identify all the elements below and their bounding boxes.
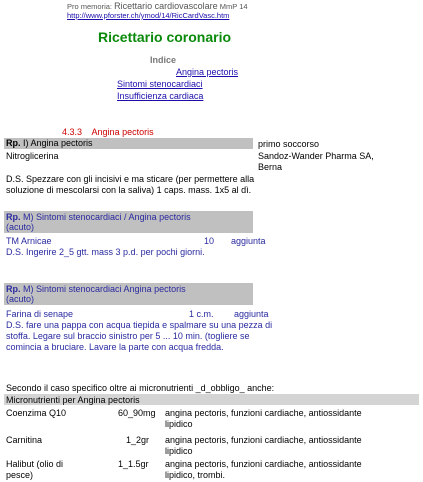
micro-name: Halibut (olio di [6,459,64,469]
rp2-qty: 10 [204,236,215,246]
rp3-drug: Farina di senape [6,309,74,319]
rp3-heading-line2: (acuto) [6,294,35,304]
rp3-directions-line2: stoffa. Legare sul braccio sinistro per 5 ... 10 min. (togliere se [6,331,250,341]
rp2-heading-line2: (acuto) [6,222,35,232]
index-link-sintomi-stenocardiaci[interactable]: Sintomi stenocardiaci [117,79,203,89]
micro-desc-line2: lipidico [165,419,193,429]
rp3-note: aggiunta [234,309,269,319]
section-number: 4.3.3 [62,127,83,137]
rp1-heading-text: I) Angina pectoris [23,138,93,148]
micro-title: Micronutrienti per Angina pectoris [6,395,140,405]
memo-prefix: Pro memoria: [67,2,113,11]
micro-name: Carnitina [6,435,43,445]
rp1-maker-line1: Sandoz-Wander Pharma SA, [258,151,374,161]
rp2-note: aggiunta [231,236,266,246]
rp1-side-label: primo soccorso [258,139,320,149]
micro-desc-line2: lipidico, trombi. [165,470,226,480]
index-link-insufficienza-cardiaca[interactable]: Insufficienza cardiaca [117,91,204,101]
micro-name-line2: pesce) [6,470,34,480]
rp3-qty: 1 c.m. [189,309,214,319]
section-title: Angina pectoris [91,127,154,137]
rp2-heading-line1 [6,212,191,222]
rp1-maker-line2: Berna [258,162,283,172]
rp3-heading-line1 [6,284,186,294]
micro-dose: 1_2gr [126,435,150,445]
rp1-heading [6,138,93,148]
rp2-drug: TM Arnicae [6,236,52,246]
page-title: Ricettario coronario [98,29,232,45]
section-heading [62,127,154,137]
memo-line [67,1,248,11]
micro-desc-line1: angina pectoris, funzioni cardiache, antiossidante [165,435,362,445]
rp1-rp-label: Rp. [6,138,21,148]
rp3-directions-line1: D.S. fare una pappa con acqua tiepida e spalmare su una pezza di [6,320,273,330]
index-link-angina-pectoris[interactable]: Angina pectoris [176,67,239,77]
micro-dose: 1_1.5gr [118,459,149,469]
memo-title: Ricettario cardiovascolare [114,1,218,11]
rp1-directions-line1: D.S. Spezzare con gli incisivi e ma sticare (per permettere alla [6,174,255,184]
index-label: Indice [150,55,177,65]
memo-suffix: MmP 14 [219,2,248,11]
rp2-rp-label: Rp. [6,212,21,222]
micro-intro: Secondo il caso specifico oltre ai micronutrienti _d_obbligo_ anche: [6,383,275,393]
rp2-directions: D.S. Ingerire 2_5 gtt. mass 3 p.d. per pochi giorni. [6,247,205,257]
micro-name: Coenzima Q10 [6,408,67,418]
rp2-heading-text: M) Sintomi stenocardiaci / Angina pectoris [23,212,191,222]
micro-dose: 60_90mg [118,408,156,418]
source-url-link[interactable]: http://www.pforster.ch/ymod/14/RicCardVasc.htm [67,11,230,20]
rp3-heading-text: M) Sintomi stenocardiaci Angina pectoris [23,284,186,294]
micro-desc-line1: angina pectoris, funzioni cardiache, antiossidante [165,459,362,469]
rp1-directions-line2: soluzione di mescolarsi con la saliva) 1 caps. mass. 1x5 al dì. [6,185,252,195]
rp3-rp-label: Rp. [6,284,21,294]
micro-desc-line2: lipidico [165,446,193,456]
micro-desc-line1: angina pectoris, funzioni cardiache, antiossidante [165,408,362,418]
rp1-drug: Nitroglicerina [6,151,59,161]
rp3-directions-line3: comincia a bruciare. Lavare la parte con acqua fredda. [6,342,224,352]
